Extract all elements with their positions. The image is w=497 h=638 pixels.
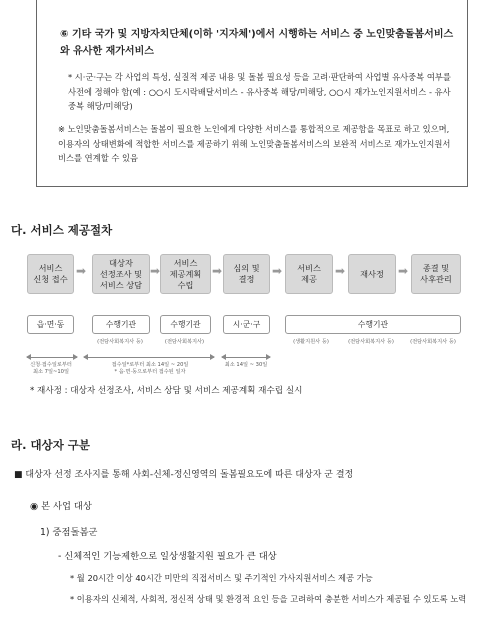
- arrow-icon: ➡: [398, 264, 409, 278]
- org-label: 읍·면·동: [27, 315, 74, 334]
- org-sub-label: (생활지원사 등): [293, 339, 329, 345]
- stage-application: 서비스 신청 접수: [27, 254, 74, 294]
- target-group-title: 1) 중점돌봄군: [40, 527, 98, 538]
- stage-termination: 종결 및 사후관리: [411, 254, 461, 294]
- org-sub-label: (전담사회복지사 등): [348, 339, 394, 345]
- target-note-2: * 이용자의 신체적, 사회적, 정신적 상태 및 환경적 요인 등을 고려하여 충분한 서비스가 제공될 수 있도록 노력: [70, 594, 467, 604]
- org-sub-label: (전담사회복지사 등): [410, 339, 456, 345]
- org-label: 수행기관: [92, 315, 150, 334]
- org-label: 수행기관: [285, 315, 461, 334]
- target-intro: ■ 대상자 선정 조사지를 통해 사회-신체-정신영역의 돌봄필요도에 따른 대상자 군 결정: [14, 470, 354, 480]
- arrow-icon: ➡: [76, 264, 87, 278]
- target-group-desc: - 신체적인 기능제한으로 일상생활지원 필요가 큰 대상: [58, 551, 277, 562]
- timeline-label: 신청·접수일로부터 최소 7일~10일: [30, 362, 72, 375]
- box-note-2: ※ 노인맞춤돌봄서비스는 돌봄이 필요한 노인에게 다양한 서비스를 통합적으로 제공함을 목표로 하고 있으며, 이용자의 상태변화에 적합한 서비스를 제공하기 위해 노인맞춤돌봄서비스의 보완적 서비스로 재가노인지원서비스를 연계할 수 있음: [58, 124, 451, 163]
- stage-screening: 대상자 선정조사 및 서비스 상담: [92, 254, 150, 294]
- arrow-icon: ➡: [212, 264, 223, 278]
- target-note-1: * 월 20시간 이상 40시간 미만의 직접서비스 및 주기적인 가사지원서비스 제공 가능: [70, 573, 373, 583]
- stage-provision: 서비스 제공: [285, 254, 333, 294]
- section-title-targets: 라. 대상자 구분: [11, 438, 91, 452]
- timeline-note: * 읍·면·동으로부터 접수된 일자: [114, 369, 186, 375]
- target-main-heading: ◉ 본 사업 대상: [30, 501, 92, 512]
- timeline-label: 접수일*로부터 최소 14일 ~ 20일: [111, 362, 189, 368]
- timeline-span: [222, 357, 270, 358]
- box-note-1: * 시·군·구는 각 사업의 특성, 실질적 제공 내용 및 돌봄 필요성 등을 고려·판단하여 사업별 유사중복 여부를 사전에 정해야 함(예 : ○○시 도시락배달서비스 - 유사중복 해당/미해당, ○○시 재가노인지원서비스 - 유사중복 해당/미해당): [68, 72, 451, 111]
- org-sub-label: (전담사회복지사): [164, 339, 205, 345]
- flow-note-visible: * 재사정 : 대상자 선정조사, 서비스 상담 및 서비스 제공계획 재수립 실시: [30, 386, 303, 396]
- stage-planning: 서비스 제공계획 수립: [160, 254, 211, 294]
- org-sub-label: (전담사회복지사 등): [97, 339, 143, 345]
- stage-reassessment: 재사정: [348, 254, 396, 294]
- section-title-procedure: 다. 서비스 제공절차: [11, 223, 113, 237]
- arrow-icon: ➡: [150, 264, 161, 278]
- arrow-icon: ➡: [335, 264, 346, 278]
- arrow-icon: ➡: [272, 264, 283, 278]
- timeline-span: [84, 357, 214, 358]
- stage-review: 심의 및 결정: [223, 254, 270, 294]
- box-heading: ⑥ 기타 국가 및 지방자치단체(이하 '지자체')에서 시행하는 서비스 중 노인맞춤돌봄서비스와 유사한 재가서비스: [60, 29, 454, 57]
- timeline-span: [27, 357, 77, 358]
- timeline-label: 최소 14일 ~ 30일: [224, 362, 268, 368]
- org-label: 시·군·구: [223, 315, 270, 334]
- org-label: 수행기관: [160, 315, 211, 334]
